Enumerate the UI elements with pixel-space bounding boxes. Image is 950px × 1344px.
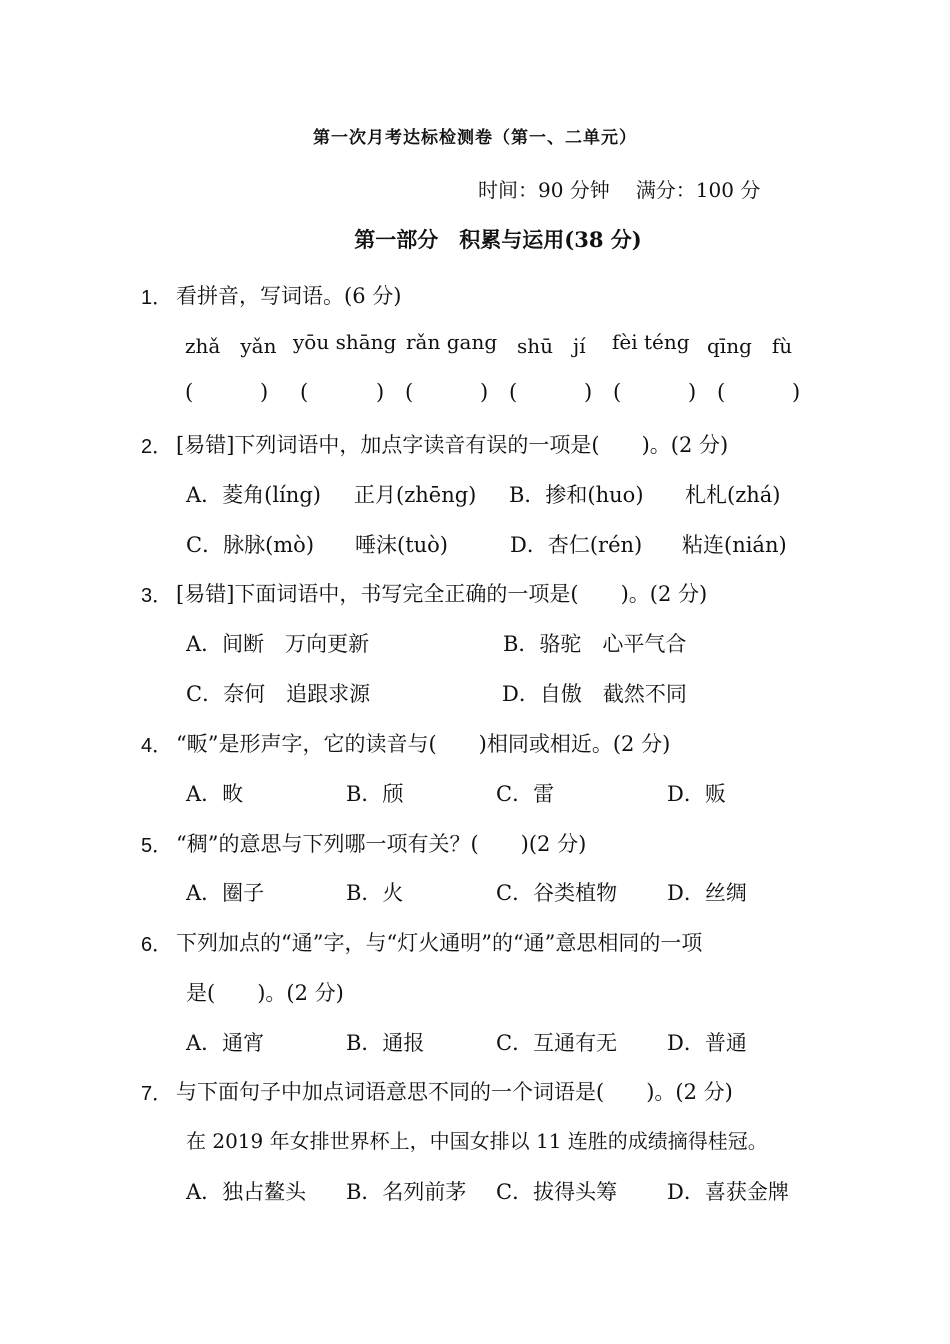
exam-score: 满分：100 分: [635, 178, 761, 202]
pinyin-item: rǎn gang: [406, 330, 498, 354]
question-text: [易错]下面词语中，书写完全正确的一项是( )。(2 分): [176, 582, 708, 606]
option-c: C．谷类植物: [496, 881, 618, 905]
pinyin-item: zhǎ yǎn: [185, 334, 277, 358]
answer-blank-close: ): [480, 380, 489, 404]
question-text: 看拼音，写词语。(6 分): [176, 284, 402, 308]
answer-blank-close: ): [260, 380, 269, 404]
option-c: C．脉脉(mò): [186, 533, 315, 557]
option-a: A．畋: [186, 782, 244, 806]
option-d: D．喜获金牌: [667, 1180, 789, 1204]
option-d-word-2: 粘连(nián): [682, 533, 787, 557]
question-text-continued: 是( )。(2 分): [186, 981, 344, 1005]
option-c-word-2: 唾沫(tuò): [355, 533, 448, 557]
option-a: A．菱角(líng): [186, 483, 321, 507]
question-text: 下列加点的“通”字，与“灯火通明”的“通”意思相同的一项: [176, 931, 703, 955]
question-number: 6．: [141, 934, 173, 956]
answer-blank-open: (: [405, 380, 414, 404]
answer-blank-close: ): [688, 380, 697, 404]
question-number: 5．: [141, 835, 173, 857]
option-c: C．互通有无: [496, 1031, 618, 1055]
answer-blank-open: (: [300, 380, 309, 404]
option-d: D．普通: [667, 1031, 747, 1055]
option-a-word-2: 正月(zhēng): [354, 483, 477, 507]
option-c: C．拔得头筹: [496, 1180, 618, 1204]
option-b: B．通报: [346, 1031, 425, 1055]
option-c: C．奈何 追跟求源: [186, 682, 371, 706]
answer-blank-open: (: [613, 380, 622, 404]
question-number: 3．: [141, 585, 173, 607]
exam-time: 时间：90 分钟: [478, 178, 610, 202]
exam-meta: [478, 180, 760, 200]
option-c: C．雷: [496, 782, 555, 806]
option-a: A．间断 万向更新: [186, 632, 370, 656]
question-number: 1．: [141, 287, 173, 309]
answer-blank-close: ): [584, 380, 593, 404]
answer-blank-open: (: [509, 380, 518, 404]
pinyin-item: shū jí: [517, 334, 586, 358]
option-d: D．自傲 截然不同: [502, 682, 687, 706]
option-b: B．名列前茅: [346, 1180, 467, 1204]
question-number: 2．: [141, 436, 173, 458]
option-d: D．杏仁(rén): [510, 533, 643, 557]
option-d: D．贩: [667, 782, 726, 806]
option-b: B．颀: [346, 782, 404, 806]
pinyin-item: yōu shāng: [293, 330, 397, 354]
option-b: B．火: [346, 881, 404, 905]
answer-blank-close: ): [792, 380, 801, 404]
option-b: B．掺和(huo): [509, 483, 644, 507]
question-text: “畈”是形声字，它的读音与( )相同或相近。(2 分): [176, 732, 671, 756]
option-a: A．独占鳌头: [186, 1180, 307, 1204]
question-text: 与下面句子中加点词语意思不同的一个词语是( )。(2 分): [176, 1080, 733, 1104]
pinyin-item: fèi téng: [612, 330, 690, 354]
option-a: A．通宵: [186, 1031, 265, 1055]
option-b-word-2: 札札(zhá): [685, 483, 781, 507]
option-d: D．丝绸: [667, 881, 747, 905]
question-number: 4．: [141, 735, 173, 757]
answer-blank-open: (: [717, 380, 726, 404]
pinyin-item: qīng fù: [707, 334, 793, 358]
part-heading: 第一部分 积累与运用(38 分): [354, 227, 642, 252]
answer-blank-open: (: [185, 380, 194, 404]
example-sentence: 在 2019 年女排世界杯上，中国女排以 11 连胜的成绩摘得桂冠。: [186, 1129, 768, 1153]
option-b: B．骆驼 心平气合: [503, 632, 687, 656]
question-number: 7．: [141, 1083, 173, 1105]
question-text: [易错]下列词语中，加点字读音有误的一项是( )。(2 分): [176, 433, 729, 457]
option-a: A．圈子: [186, 881, 265, 905]
question-text: “稠”的意思与下列哪一项有关？( )(2 分): [176, 832, 587, 856]
answer-blank-close: ): [376, 380, 385, 404]
exam-title: 第一次月考达标检测卷（第一、二单元）: [313, 128, 637, 148]
